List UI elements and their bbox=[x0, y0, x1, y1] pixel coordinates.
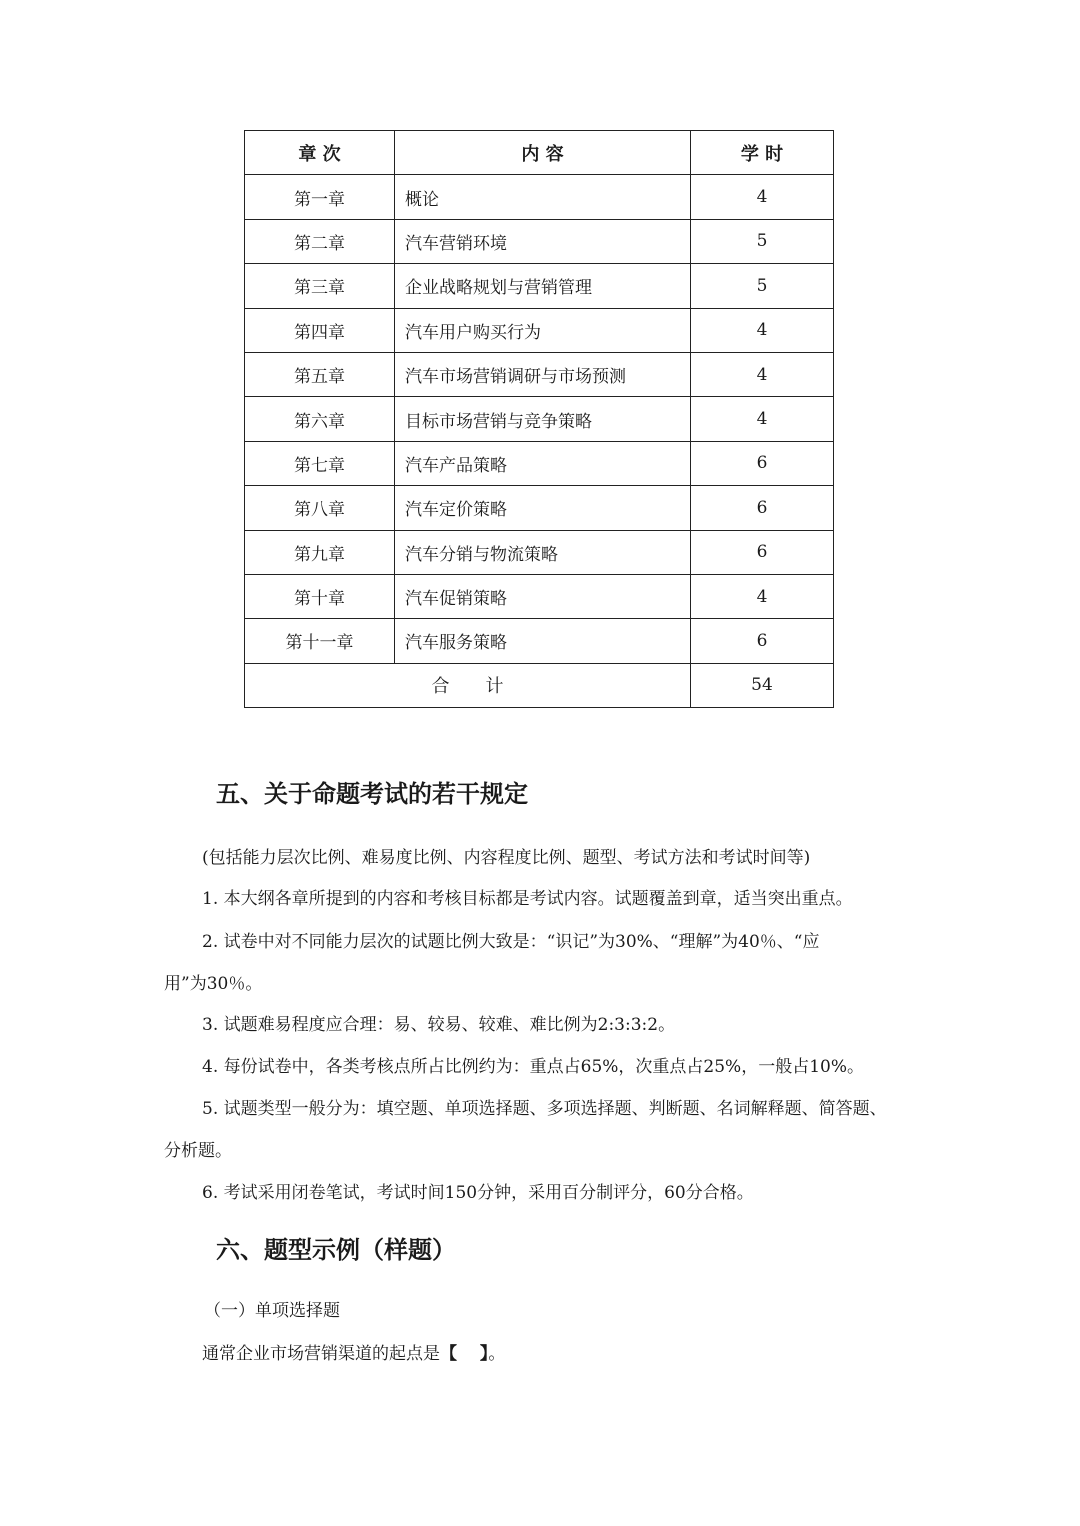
section-5-heading: 五、关于命题考试的若干规定 bbox=[216, 780, 528, 808]
answer-blank: 【 】 bbox=[440, 1344, 489, 1364]
section-5-note: (包括能力层次比例、难易度比例、内容程度比例、题型、考试方法和考试时间等) bbox=[202, 848, 811, 868]
hours-cell: 6 bbox=[691, 441, 834, 485]
table-row bbox=[245, 530, 834, 574]
total-hours: 54 bbox=[691, 663, 834, 707]
chapter-cell: 第十章 bbox=[245, 574, 395, 618]
table-row bbox=[245, 486, 834, 530]
table-row bbox=[245, 441, 834, 485]
hours-cell: 5 bbox=[691, 219, 834, 263]
rule-item-2-continued: 用”为30％。 bbox=[164, 974, 263, 994]
chapter-cell: 第五章 bbox=[245, 352, 395, 396]
total-label: 合 计 bbox=[245, 663, 691, 707]
hours-cell: 4 bbox=[691, 397, 834, 441]
question-type-subtitle: （一）单项选择题 bbox=[204, 1301, 340, 1321]
content-cell: 企业战略规划与营销管理 bbox=[395, 264, 691, 308]
rule-item-1: 1. 本大纲各章所提到的内容和考核目标都是考试内容。试题覆盖到章，适当突出重点。 bbox=[202, 889, 853, 909]
table-row bbox=[245, 397, 834, 441]
table-row bbox=[245, 308, 834, 352]
hours-cell: 6 bbox=[691, 486, 834, 530]
hours-cell: 4 bbox=[691, 574, 834, 618]
chapter-cell: 第七章 bbox=[245, 441, 395, 485]
hours-cell: 6 bbox=[691, 619, 834, 663]
rule-item-3: 3. 试题难易程度应合理：易、较易、较难、难比例为2:3:3:2。 bbox=[202, 1015, 676, 1035]
header-chapter: 章 次 bbox=[245, 131, 395, 175]
table-row bbox=[245, 175, 834, 219]
rule-item-5-continued: 分析题。 bbox=[164, 1141, 232, 1161]
content-cell: 汽车分销与物流策略 bbox=[395, 530, 691, 574]
table-row bbox=[245, 619, 834, 663]
rule-item-6: 6. 考试采用闭卷笔试，考试时间150分钟，采用百分制评分，60分合格。 bbox=[202, 1183, 754, 1203]
section-6-heading: 六、题型示例（样题） bbox=[216, 1236, 456, 1264]
chapter-cell: 第二章 bbox=[245, 219, 395, 263]
hours-cell: 4 bbox=[691, 352, 834, 396]
question-text: 通常企业市场营销渠道的起点是 bbox=[202, 1344, 440, 1364]
rule-item-4: 4. 每份试卷中，各类考核点所占比例约为：重点占65%，次重点占25%，一般占10%。 bbox=[202, 1057, 864, 1077]
table-row bbox=[245, 264, 834, 308]
rule-item-2: 2. 试卷中对不同能力层次的试题比例大致是：“识记”为30%、“理解”为40％、“应 bbox=[202, 932, 820, 952]
rule-item-5: 5. 试题类型一般分为：填空题、单项选择题、多项选择题、判断题、名词解释题、简答题、 bbox=[202, 1099, 887, 1119]
chapter-cell: 第三章 bbox=[245, 264, 395, 308]
content-cell: 概论 bbox=[395, 175, 691, 219]
hours-cell: 6 bbox=[691, 530, 834, 574]
content-cell: 汽车市场营销调研与市场预测 bbox=[395, 352, 691, 396]
table-row bbox=[245, 574, 834, 618]
content-cell: 汽车用户购买行为 bbox=[395, 308, 691, 352]
chapter-cell: 第九章 bbox=[245, 530, 395, 574]
sample-question bbox=[202, 1342, 505, 1366]
header-content: 内 容 bbox=[395, 131, 691, 175]
content-cell: 汽车产品策略 bbox=[395, 441, 691, 485]
content-cell: 汽车营销环境 bbox=[395, 219, 691, 263]
content-cell: 汽车促销策略 bbox=[395, 574, 691, 618]
chapter-cell: 第八章 bbox=[245, 486, 395, 530]
table-header-row bbox=[245, 131, 834, 175]
table-row bbox=[245, 352, 834, 396]
table-total-row bbox=[245, 663, 834, 707]
question-end: 。 bbox=[488, 1344, 506, 1364]
content-cell: 汽车服务策略 bbox=[395, 619, 691, 663]
chapter-cell: 第四章 bbox=[245, 308, 395, 352]
chapter-cell: 第一章 bbox=[245, 175, 395, 219]
content-cell: 目标市场营销与竞争策略 bbox=[395, 397, 691, 441]
chapter-cell: 第六章 bbox=[245, 397, 395, 441]
chapter-cell: 第十一章 bbox=[245, 619, 395, 663]
hours-cell: 5 bbox=[691, 264, 834, 308]
table-row bbox=[245, 219, 834, 263]
hours-cell: 4 bbox=[691, 308, 834, 352]
header-hours: 学 时 bbox=[691, 131, 834, 175]
hours-cell: 4 bbox=[691, 175, 834, 219]
course-hours-table bbox=[244, 130, 834, 708]
content-cell: 汽车定价策略 bbox=[395, 486, 691, 530]
